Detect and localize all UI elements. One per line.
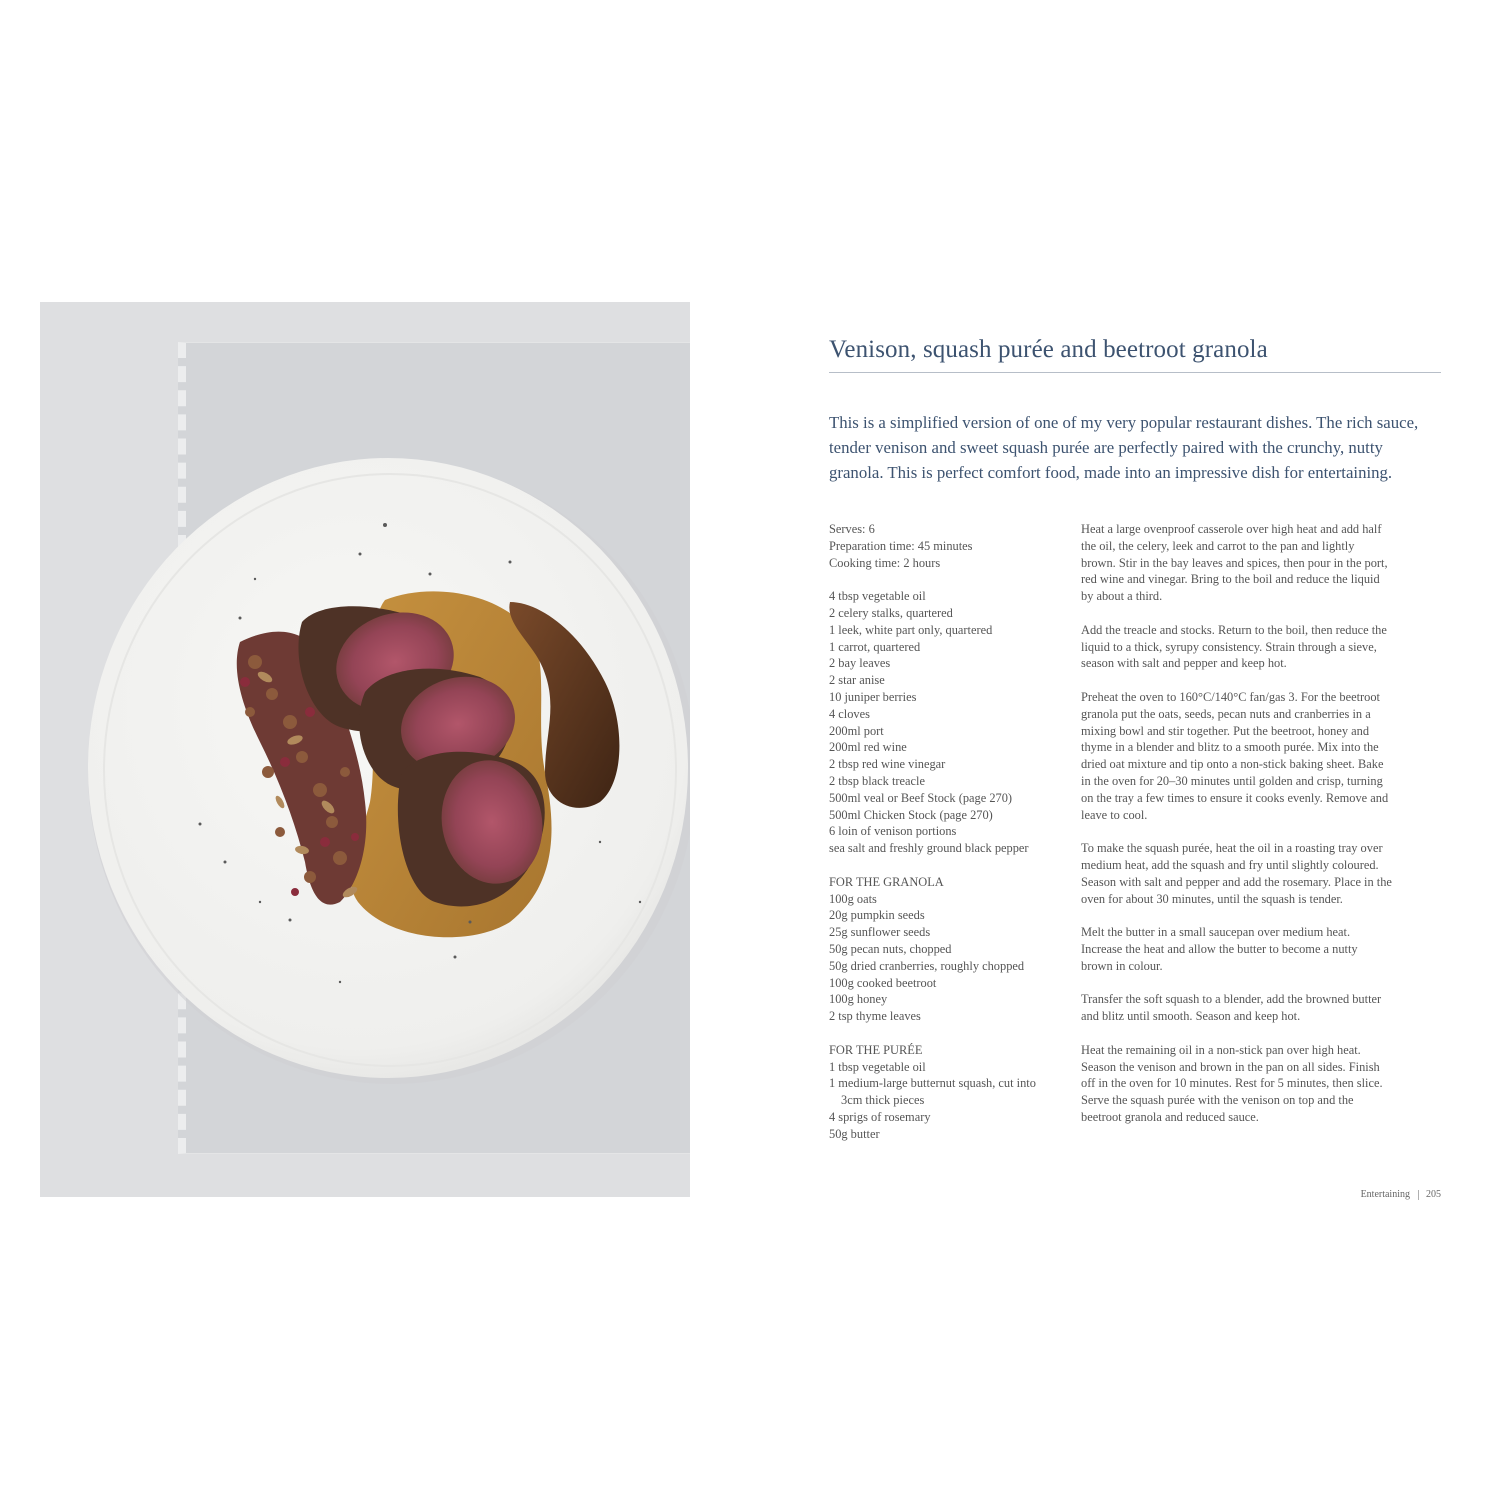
- method-line: Preheat the oven to 160°C/140°C fan/gas 3. For the beetroot: [1081, 689, 1380, 704]
- ingredient: 4 cloves: [829, 706, 870, 721]
- method-line: medium heat, add the squash and fry until slightly coloured.: [1081, 857, 1379, 872]
- ingredient: 100g oats: [829, 891, 877, 906]
- ingredient: 200ml red wine: [829, 740, 907, 755]
- ingredient: 50g pecan nuts, chopped: [829, 941, 952, 956]
- method-column: [1081, 521, 1443, 1126]
- ingredients-column: [829, 521, 1069, 1142]
- ingredient: 2 tbsp red wine vinegar: [829, 757, 946, 772]
- ingredient: 50g dried cranberries, roughly chopped: [829, 958, 1025, 973]
- method-line: Transfer the soft squash to a blender, add the browned butter: [1081, 992, 1382, 1007]
- ingredient: 500ml Chicken Stock (page 270): [829, 807, 993, 822]
- method-line: on the tray a few times to ensure it cooks evenly. Remove and: [1081, 790, 1389, 805]
- ingredient: 2 tbsp black treacle: [829, 773, 925, 788]
- page-number: 205: [1426, 1189, 1441, 1200]
- method-line: red wine and vinegar. Bring to the boil and reduce the liquid: [1081, 572, 1380, 587]
- recipe-intro: [829, 410, 1469, 485]
- method-line: Heat a large ovenproof casserole over high heat and add half: [1081, 522, 1382, 536]
- footer-divider: [1418, 1190, 1419, 1200]
- dish-photo: [40, 302, 690, 1197]
- method-line: off in the oven for 10 minutes. Rest for 5 minutes, then slice.: [1081, 1076, 1383, 1091]
- method-line: Increase the heat and allow the butter to become a nutty: [1081, 941, 1358, 956]
- method-line: in the oven for 20–30 minutes until golden and crisp, turning: [1081, 773, 1383, 788]
- method-line: by about a third.: [1081, 589, 1163, 604]
- ingredient-continuation: 3cm thick pieces: [841, 1093, 925, 1108]
- ingredient: 1 tbsp vegetable oil: [829, 1059, 926, 1074]
- method-line: brown. Stir in the bay leaves and spices, then pour in the port,: [1081, 555, 1388, 570]
- method-line: leave to cool.: [1081, 807, 1148, 822]
- method-line: brown in colour.: [1081, 958, 1163, 973]
- section-name: Entertaining: [1360, 1189, 1410, 1200]
- serves: Serves: 6: [829, 522, 875, 536]
- method-line: the oil, the celery, leek and carrot to the pan and lightly: [1081, 538, 1355, 553]
- granola-heading: FOR THE GRANOLA: [829, 874, 944, 889]
- puree-heading: FOR THE PURÉE: [829, 1042, 923, 1057]
- ingredient: 500ml veal or Beef Stock (page 270): [829, 790, 1013, 805]
- ingredient: 4 tbsp vegetable oil: [829, 589, 926, 604]
- title-divider: [829, 372, 1441, 373]
- method-line: granola put the oats, seeds, pecan nuts and cranberries in a: [1081, 706, 1371, 721]
- method-line: beetroot granola and reduced sauce.: [1081, 1109, 1259, 1124]
- ingredient: 100g cooked beetroot: [829, 975, 937, 990]
- intro-line: This is a simplified version of one of my very popular restaurant dishes. The rich sauce,: [829, 413, 1419, 432]
- ingredient: 25g sunflower seeds: [829, 925, 931, 940]
- ingredient: 2 bay leaves: [829, 656, 891, 671]
- method-line: To make the squash purée, heat the oil in a roasting tray over: [1081, 841, 1383, 856]
- intro-line: tender venison and sweet squash purée are perfectly paired with the crunchy, nutty: [829, 438, 1383, 457]
- ingredient: 1 carrot, quartered: [829, 639, 921, 654]
- ingredient: 1 leek, white part only, quartered: [829, 622, 993, 637]
- plated-dish-illustration: [40, 302, 690, 1197]
- method-line: oven for about 30 minutes, until the squash is tender.: [1081, 891, 1343, 906]
- method-line: mixing bowl and stir together. Put the beetroot, honey and: [1081, 723, 1370, 738]
- cooking-time: Cooking time: 2 hours: [829, 555, 941, 570]
- method-line: liquid to a thick, syrupy consistency. Strain through a sieve,: [1081, 639, 1377, 654]
- ingredient: 200ml port: [829, 723, 884, 738]
- ingredient: 2 star anise: [829, 673, 885, 688]
- ingredient: 50g butter: [829, 1126, 880, 1141]
- method-line: Heat the remaining oil in a non-stick pan over high heat.: [1081, 1042, 1361, 1057]
- ingredient: 20g pumpkin seeds: [829, 908, 925, 923]
- ingredient: 1 medium-large butternut squash, cut into: [829, 1076, 1036, 1091]
- method-line: and blitz until smooth. Season and keep hot.: [1081, 1009, 1301, 1024]
- ingredient: 6 loin of venison portions: [829, 824, 957, 839]
- method-line: season with salt and pepper and keep hot.: [1081, 656, 1287, 671]
- recipe-title: Venison, squash purée and beetroot granola: [829, 336, 1268, 363]
- ingredient: 2 celery stalks, quartered: [829, 605, 953, 620]
- ingredient: 100g honey: [829, 992, 888, 1007]
- method-line: Serve the squash purée with the venison on top and the: [1081, 1093, 1354, 1108]
- method-line: Melt the butter in a small saucepan over medium heat.: [1081, 925, 1351, 940]
- ingredient: 10 juniper berries: [829, 689, 917, 704]
- preparation-time: Preparation time: 45 minutes: [829, 538, 973, 553]
- method-line: Season with salt and pepper and add the rosemary. Place in the: [1081, 874, 1392, 889]
- method-line: dried oat mixture and tip onto a non-stick baking sheet. Bake: [1081, 757, 1384, 772]
- method-line: Season the venison and brown in the pan on all sides. Finish: [1081, 1059, 1380, 1074]
- ingredient: sea salt and freshly ground black pepper: [829, 841, 1029, 856]
- method-line: Add the treacle and stocks. Return to the boil, then reduce the: [1081, 622, 1387, 637]
- ingredient: 4 sprigs of rosemary: [829, 1109, 931, 1124]
- ingredient: 2 tsp thyme leaves: [829, 1009, 921, 1024]
- page-footer: [1361, 1189, 1441, 1200]
- method-line: thyme in a blender and blitz to a smooth purée. Mix into the: [1081, 740, 1379, 755]
- intro-line: granola. This is perfect comfort food, made into an impressive dish for entertaining.: [829, 463, 1393, 482]
